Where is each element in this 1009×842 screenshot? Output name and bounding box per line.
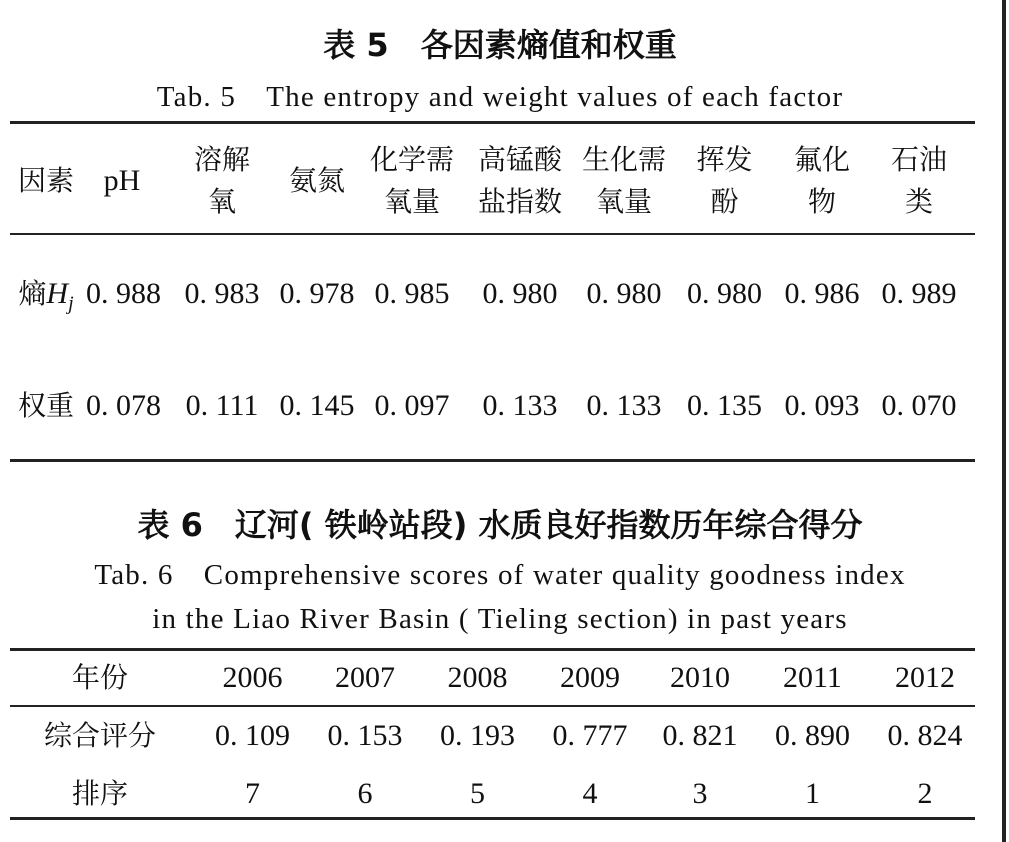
table6-score-cell: 0. 890 <box>775 719 850 752</box>
table6-score-cell: 0. 193 <box>440 719 515 752</box>
table5-header-cell: 化学需 <box>369 143 454 176</box>
table5-header-cell: 酚 <box>710 185 739 218</box>
table6-caption-en-line1: Tab. 6 Comprehensive scores of water quality goodness index <box>94 559 906 591</box>
table5-header-cell: 石油 <box>890 143 947 176</box>
table5-header-cell: 物 <box>807 185 836 218</box>
table6-score-cell: 0. 821 <box>662 719 738 752</box>
table6-score-cell: 0. 777 <box>552 719 628 752</box>
table6-rank-cell: 6 <box>357 777 373 810</box>
table6-rank-cell: 7 <box>245 777 260 810</box>
table6-bottom-rule <box>10 817 975 820</box>
table6-year-cell: 2007 <box>335 661 395 694</box>
table5-weight-cell: 0. 070 <box>881 389 957 422</box>
table5-entropy-cell: 0. 986 <box>784 277 860 310</box>
table6-score-cell: 0. 153 <box>327 719 403 752</box>
table5-weight-cell: 0. 133 <box>586 389 662 422</box>
table5-header-cell: 因素 <box>17 164 74 197</box>
table6-year-cell: 2012 <box>895 661 955 694</box>
table6-rank-cell: 5 <box>470 777 485 810</box>
table5-entropy-cell: 0. 985 <box>374 277 450 310</box>
table5-entropy-cell: 0. 980 <box>687 277 762 310</box>
table5-entropy-cell: 0. 988 <box>86 277 161 310</box>
table5-header-cell: 高锰酸 <box>477 143 562 176</box>
table6-caption-zh: 表 6 辽河( 铁岭站段) 水质良好指数历年综合得分 <box>137 506 863 544</box>
table5-header-cell: 氟化 <box>793 143 850 176</box>
table5-bottom-rule <box>10 459 975 462</box>
table5-header-cell: 类 <box>904 185 933 218</box>
table5-header-cell: 盐指数 <box>477 185 562 218</box>
table6-score-cell: 0. 824 <box>887 719 963 752</box>
table6-year-cell: 2006 <box>222 661 283 694</box>
table6-header-rule <box>10 705 975 707</box>
weight-row-label: 权重 <box>17 389 74 422</box>
table6-year-cell: 2009 <box>560 661 620 694</box>
table5-weight-cell: 0. 135 <box>687 389 762 422</box>
table5-header-cell: 生化需 <box>581 143 666 176</box>
page-frame-edge <box>1002 0 1006 842</box>
table5-entropy-cell: 0. 983 <box>184 277 260 310</box>
table6-rank-cell: 3 <box>692 777 708 810</box>
table5-entropy-cell: 0. 980 <box>586 277 662 310</box>
rank-row-label: 排序 <box>71 777 128 810</box>
table5-caption-en: Tab. 5 The entropy and weight values of each factor <box>156 81 844 113</box>
table5-weight-cell: 0. 111 <box>185 389 259 422</box>
table6-year-cell: 2011 <box>783 661 842 694</box>
table6-caption-en-line2: in the Liao River Basin ( Tieling section) in past years <box>152 603 848 635</box>
table6-score-cell: 0. 109 <box>215 719 290 752</box>
table5-header-cell: 氧量 <box>595 185 652 218</box>
table6-rank-cell: 2 <box>917 777 933 810</box>
table5-entropy-cell: 0. 978 <box>279 277 355 310</box>
year-row-label: 年份 <box>71 661 128 694</box>
table5-header-cell: pH <box>103 164 141 197</box>
table6-rank-cell: 1 <box>805 777 820 810</box>
table6-year-cell: 2010 <box>670 661 730 694</box>
table5-entropy-cell: 0. 980 <box>482 277 558 310</box>
table5-weight-cell: 0. 078 <box>86 389 161 422</box>
table5-header-cell: 氧 <box>207 185 236 218</box>
table5-weight-cell: 0. 133 <box>482 389 558 422</box>
table5-top-rule <box>10 121 975 124</box>
table5-weight-cell: 0. 145 <box>279 389 355 422</box>
score-row-label: 综合评分 <box>43 719 156 752</box>
table6-rank-cell: 4 <box>582 777 598 810</box>
table5-header-rule <box>10 233 975 235</box>
table6-top-rule <box>10 648 975 651</box>
table5-header-cell: 挥发 <box>696 143 753 176</box>
table5-caption-zh: 表 5 各因素熵值和权重 <box>323 26 677 64</box>
table5-weight-cell: 0. 097 <box>374 389 450 422</box>
table5-weight-cell: 0. 093 <box>784 389 860 422</box>
table5-entropy-cell: 0. 989 <box>881 277 957 310</box>
entropy-row-label: 熵$H_j$ <box>18 277 74 315</box>
table5-header-cell: 氨氮 <box>288 164 345 197</box>
table5-header-cell: 氧量 <box>383 185 440 218</box>
table5-header-cell: 溶解 <box>193 143 250 176</box>
table6-year-cell: 2008 <box>447 661 508 694</box>
